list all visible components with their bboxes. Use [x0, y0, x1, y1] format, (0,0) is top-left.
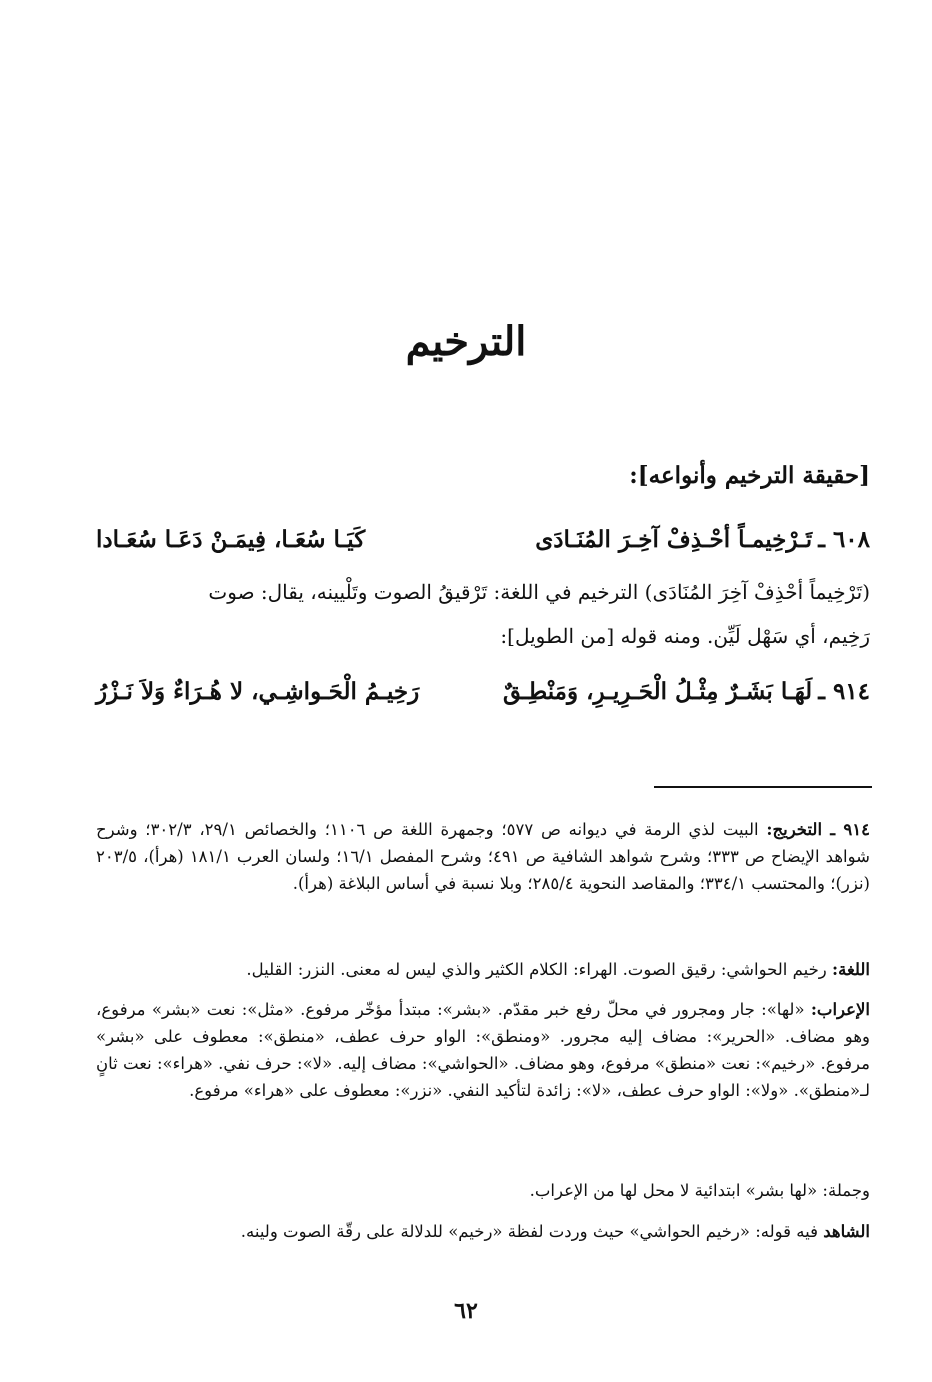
- footnote-text: «لها»: جار ومجرور في محلّ رفع خبر مقدّم. «بشر»: مبتدأ مؤخّر مرفوع. «مثل»: نعت «بشر» مرفوع، وهو مضاف. «الحرير»: مضاف إليه مجرور. «ومنطق»: الواو حرف عطف، «منطق»: معطوف على «بشر» مرفوع. «رخيم»: نعت «منطق» مرفوع، وهو مضاف. «الحواشي»: مضاف إليه. «لا»: حرف نفي. «هراء»: نعت ثانٍ لـ«منطق». «ولا»: الواو حرف عطف، «لا»: زائدة لتأكيد النفي. «نزر»: معطوف على «هراء» مرفوع.: [96, 1000, 870, 1100]
- footnote-shahid: [96, 1218, 870, 1245]
- verse-first-hemistich: تَـرْخِيمـاً أحْـذِفْ آخِـرَ المُنَـادَى: [535, 526, 813, 553]
- verse-number: ٩١٤ ـ: [818, 678, 870, 705]
- verse-number: ٦٠٨ ـ: [818, 526, 870, 553]
- footnote-irab: [96, 996, 870, 1104]
- prose-line: (تَرْخِيماً أحْذِفْ آخِرَ المُنَادَى) الترخيم في اللغة: تَرْقيقُ الصوت وتَلْيينه، يقال: صوت: [208, 580, 870, 604]
- footnote-text: رخيم الحواشي: رقيق الصوت. الهراء: الكلام الكثير والذي ليس له معنى. النزر: القليل.: [246, 960, 827, 979]
- footnote-jumla: [96, 1177, 870, 1204]
- verse-second-hemistich: كَيَـا سُعَـا، فِيمَـنْ دَعَـا سُعَـادا: [96, 526, 366, 553]
- footnote-divider: [654, 786, 872, 788]
- prose-line: رَخِيم، أي سَهْل لَيِّن. ومنه قوله [من الطويل]:: [500, 624, 870, 648]
- footnote-takhrij: [96, 816, 870, 897]
- verse-608: [96, 520, 870, 560]
- footnote-lugha: [96, 956, 870, 983]
- footnote-label: الشاهد: [823, 1222, 870, 1241]
- page-number: ٦٢: [454, 1298, 478, 1324]
- verse-first-hemistich: لَهَـا بَشَـرٌ مِثْـلُ الْحَـرِيـرِ، وَمَنْطِـقٌ: [502, 678, 813, 705]
- verse-second-hemistich: رَخِيـمُ الْحَـواشِـي، لا هُـرَاءٌ وَلاَ نَـزْرُ: [96, 678, 420, 705]
- footnote-text: وجملة: «لها بشر» ابتدائية لا محل لها من الإعراب.: [529, 1181, 870, 1200]
- chapter-title: الترخيم: [405, 318, 527, 365]
- verse-914: [96, 672, 870, 712]
- footnote-text: فيه قوله: «رخيم الحواشي» حيث وردت لفظة «رخيم» للدلالة على رقّة الصوت ولينه.: [240, 1222, 819, 1241]
- footnote-label: ٩١٤ ـ التخريج:: [766, 820, 870, 839]
- footnote-label: اللغة:: [832, 960, 870, 979]
- footnote-text: البيت لذي الرمة في ديوانه ص ٥٧٧؛ وجمهرة اللغة ص ١١٠٦؛ والخصائص ٢٩/١، ٣٠٢/٣؛ وشرح شواهد الإيضاح ص ٣٣٣؛ وشرح شواهد الشافية ص ٤٩١؛ وشرح المفصل ١٦/١؛ ولسان العرب ١٨١/١ (هرأ)، ٢٠٣/٥ (نزر)؛ والمحتسب ٣٣٤/١؛ والمقاصد النحوية ٢٨٥/٤؛ وبلا نسبة في أساس البلاغة (هرأ).: [96, 820, 870, 893]
- footnote-label: الإعراب:: [810, 1000, 870, 1019]
- section-heading: [حقيقة الترخيم وأنواعه]:: [629, 462, 870, 489]
